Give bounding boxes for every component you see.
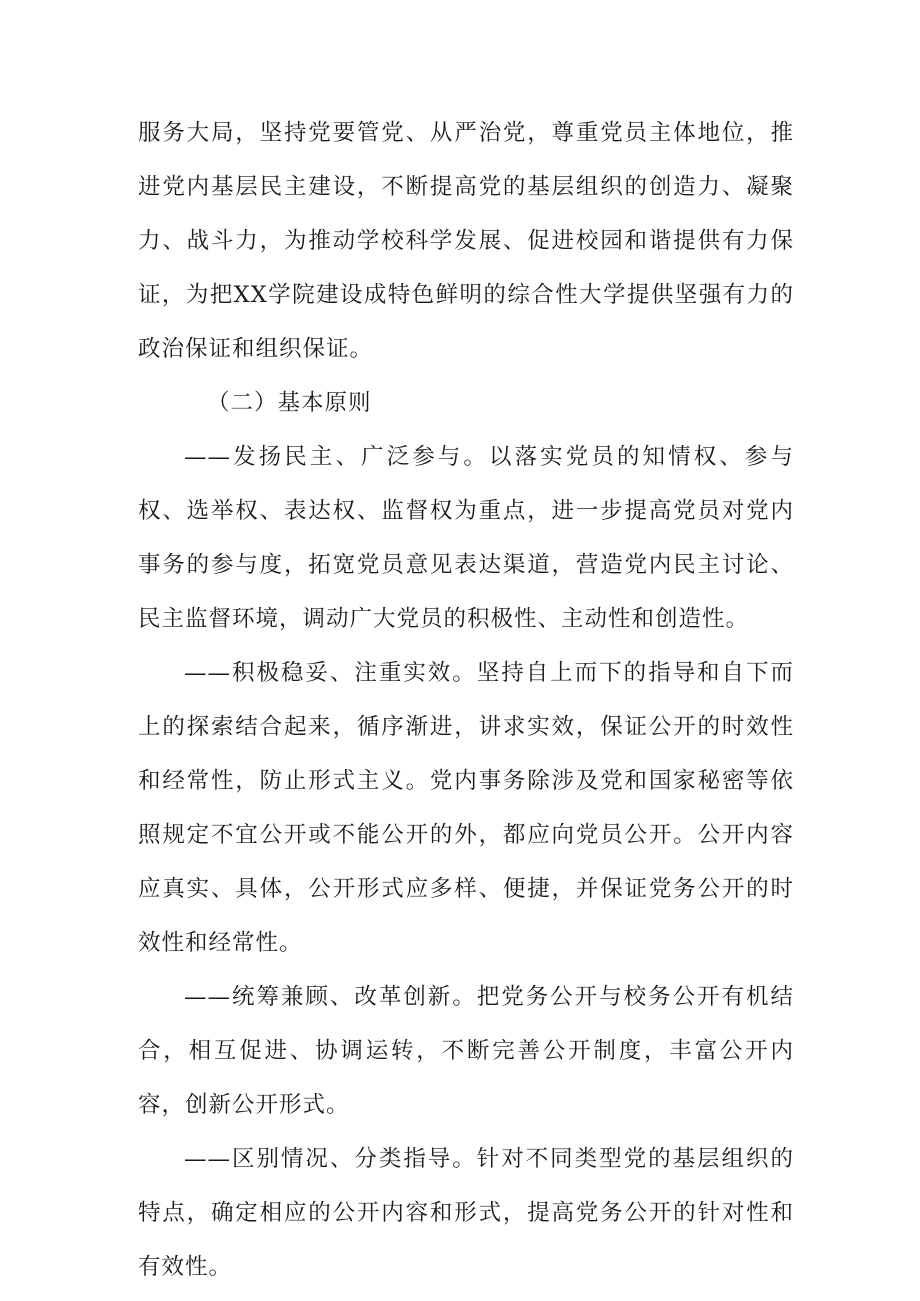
paragraph-principle-effectiveness: ——积极稳妥、注重实效。坚持自上而下的指导和自下而上的探索结合起来，循序渐进，讲求实效，保证公开的时效性和经常性，防止形式主义。党内事务除涉及党和国家秘密等依照规定不宜公开或不能公开的外，都应向党员公开。公开内容应真实、具体，公开形式应多样、便捷，并保证党务公开的时效性和经常性。 <box>138 660 794 956</box>
paragraph-principle-innovation: ——统筹兼顾、改革创新。把党务公开与校务公开有机结合，相互促进、协调运转，不断完善公开制度，丰富公开内容，创新公开形式。 <box>138 984 794 1118</box>
paragraph-principle-classification: ——区别情况、分类指导。针对不同类型党的基层组织的特点，确定相应的公开内容和形式，提高党务公开的针对性和有效性。 <box>138 1146 794 1280</box>
paragraph-principle-democracy: ——发扬民主、广泛参与。以落实党员的知情权、参与权、选举权、表达权、监督权为重点，进一步提高党员对党内事务的参与度，拓宽党员意见表达渠道，营造党内民主讨论、民主监督环境，调动广大党员的积极性、主动性和创造性。 <box>138 444 794 632</box>
document-body <box>138 106 794 1294</box>
paragraph-continuation: 服务大局，坚持党要管党、从严治党，尊重党员主体地位，推进党内基层民主建设，不断提高党的基层组织的创造力、凝聚力、战斗力，为推动学校科学发展、促进校园和谐提供有力保证，为把XX学院建设成特色鲜明的综合性大学提供坚强有力的政治保证和组织保证。 <box>138 120 794 362</box>
section-heading-basic-principles: （二）基本原则 <box>207 390 372 416</box>
